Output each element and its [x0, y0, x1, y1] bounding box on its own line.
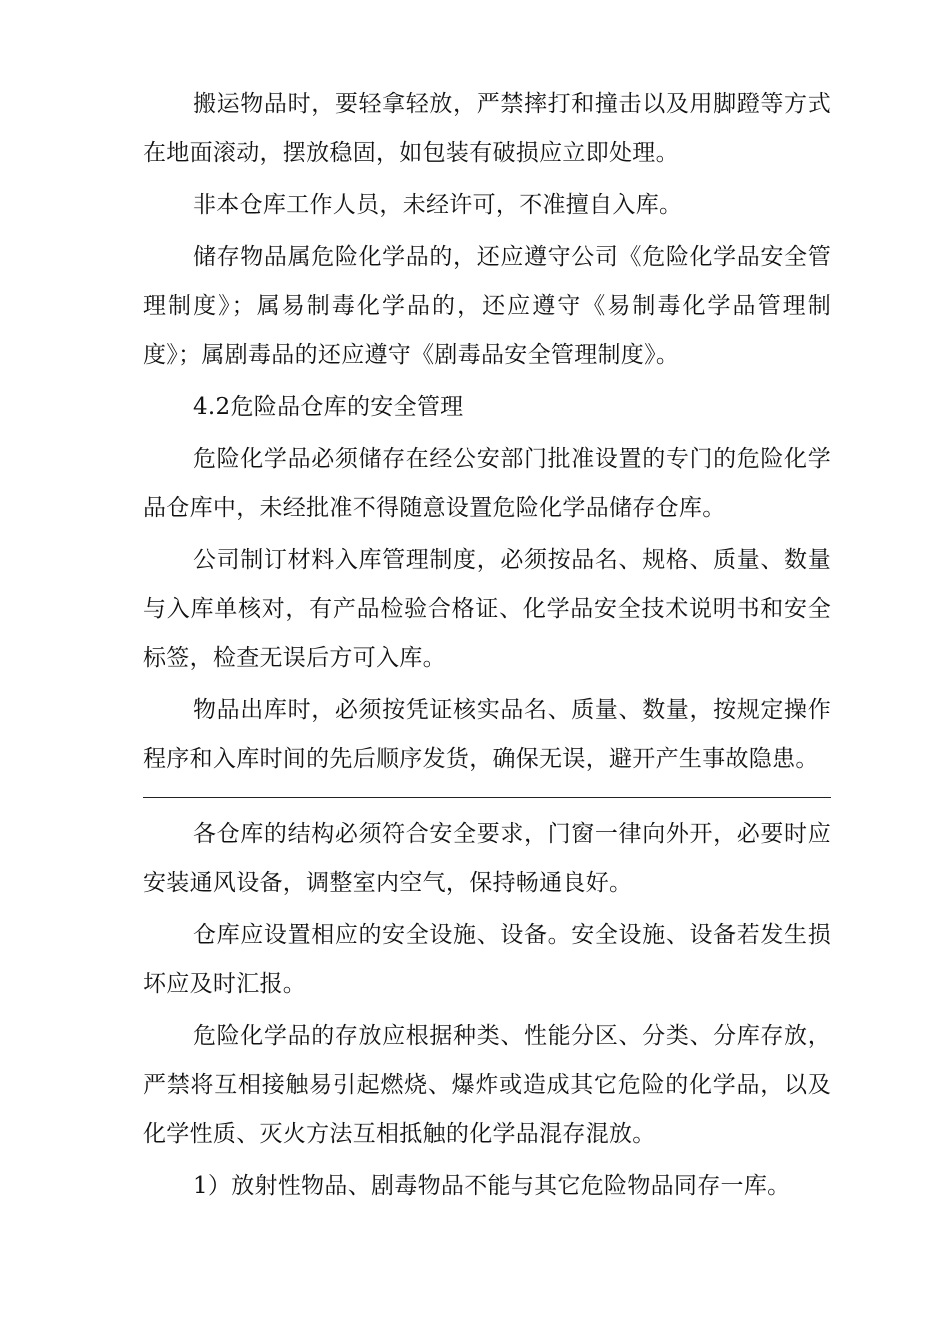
paragraph-warehouse-structure: 各仓库的结构必须符合安全要求，门窗一律向外开，必要时应安装通风设备，调整室内空气，保持畅通良好。	[143, 821, 831, 896]
paragraph-handling-goods: 搬运物品时，要轻拿轻放，严禁摔打和撞击以及用脚蹬等方式在地面滚动，摆放稳固，如包装有破损应立即处理。	[143, 91, 831, 166]
paragraph-hazardous-rules: 储存物品属危险化学品的，还应遵守公司《危险化学品安全管理制度》；属易制毒化学品的，还应遵守《易制毒化学品管理制度》；属剧毒品的还应遵守《剧毒品安全管理制度》。	[143, 244, 831, 368]
section-divider	[143, 797, 831, 798]
paragraph-intake-management: 公司制订材料入库管理制度，必须按品名、规格、质量、数量与入库单核对，有产品检验合格证、化学品安全技术说明书和安全标签，检查无误后方可入库。	[143, 547, 831, 671]
paragraph-storage-classification: 危险化学品的存放应根据种类、性能分区、分类、分库存放，严禁将互相接触易引起燃烧、爆炸或造成其它危险的化学品，以及化学性质、灭火方法互相抵触的化学品混存混放。	[143, 1023, 831, 1147]
document-page	[143, 80, 831, 1214]
paragraph-outbound: 物品出库时，必须按凭证核实品名、质量、数量，按规定操作程序和入库时间的先后顺序发货，确保无误，避开产生事故隐患。	[143, 697, 831, 772]
paragraph-safety-facilities: 仓库应设置相应的安全设施、设备。安全设施、设备若发生损坏应及时汇报。	[143, 922, 831, 997]
list-item-radioactive: 1）放射性物品、剧毒物品不能与其它危险物品同存一库。	[193, 1173, 791, 1199]
paragraph-storage-approval: 危险化学品必须储存在经公安部门批准设置的专门的危险化学品仓库中，未经批准不得随意设置危险化学品储存仓库。	[143, 446, 831, 521]
section-heading: 4.2危险品仓库的安全管理	[193, 394, 464, 420]
paragraph-unauthorized-entry: 非本仓库工作人员，未经许可，不准擅自入库。	[193, 192, 683, 218]
